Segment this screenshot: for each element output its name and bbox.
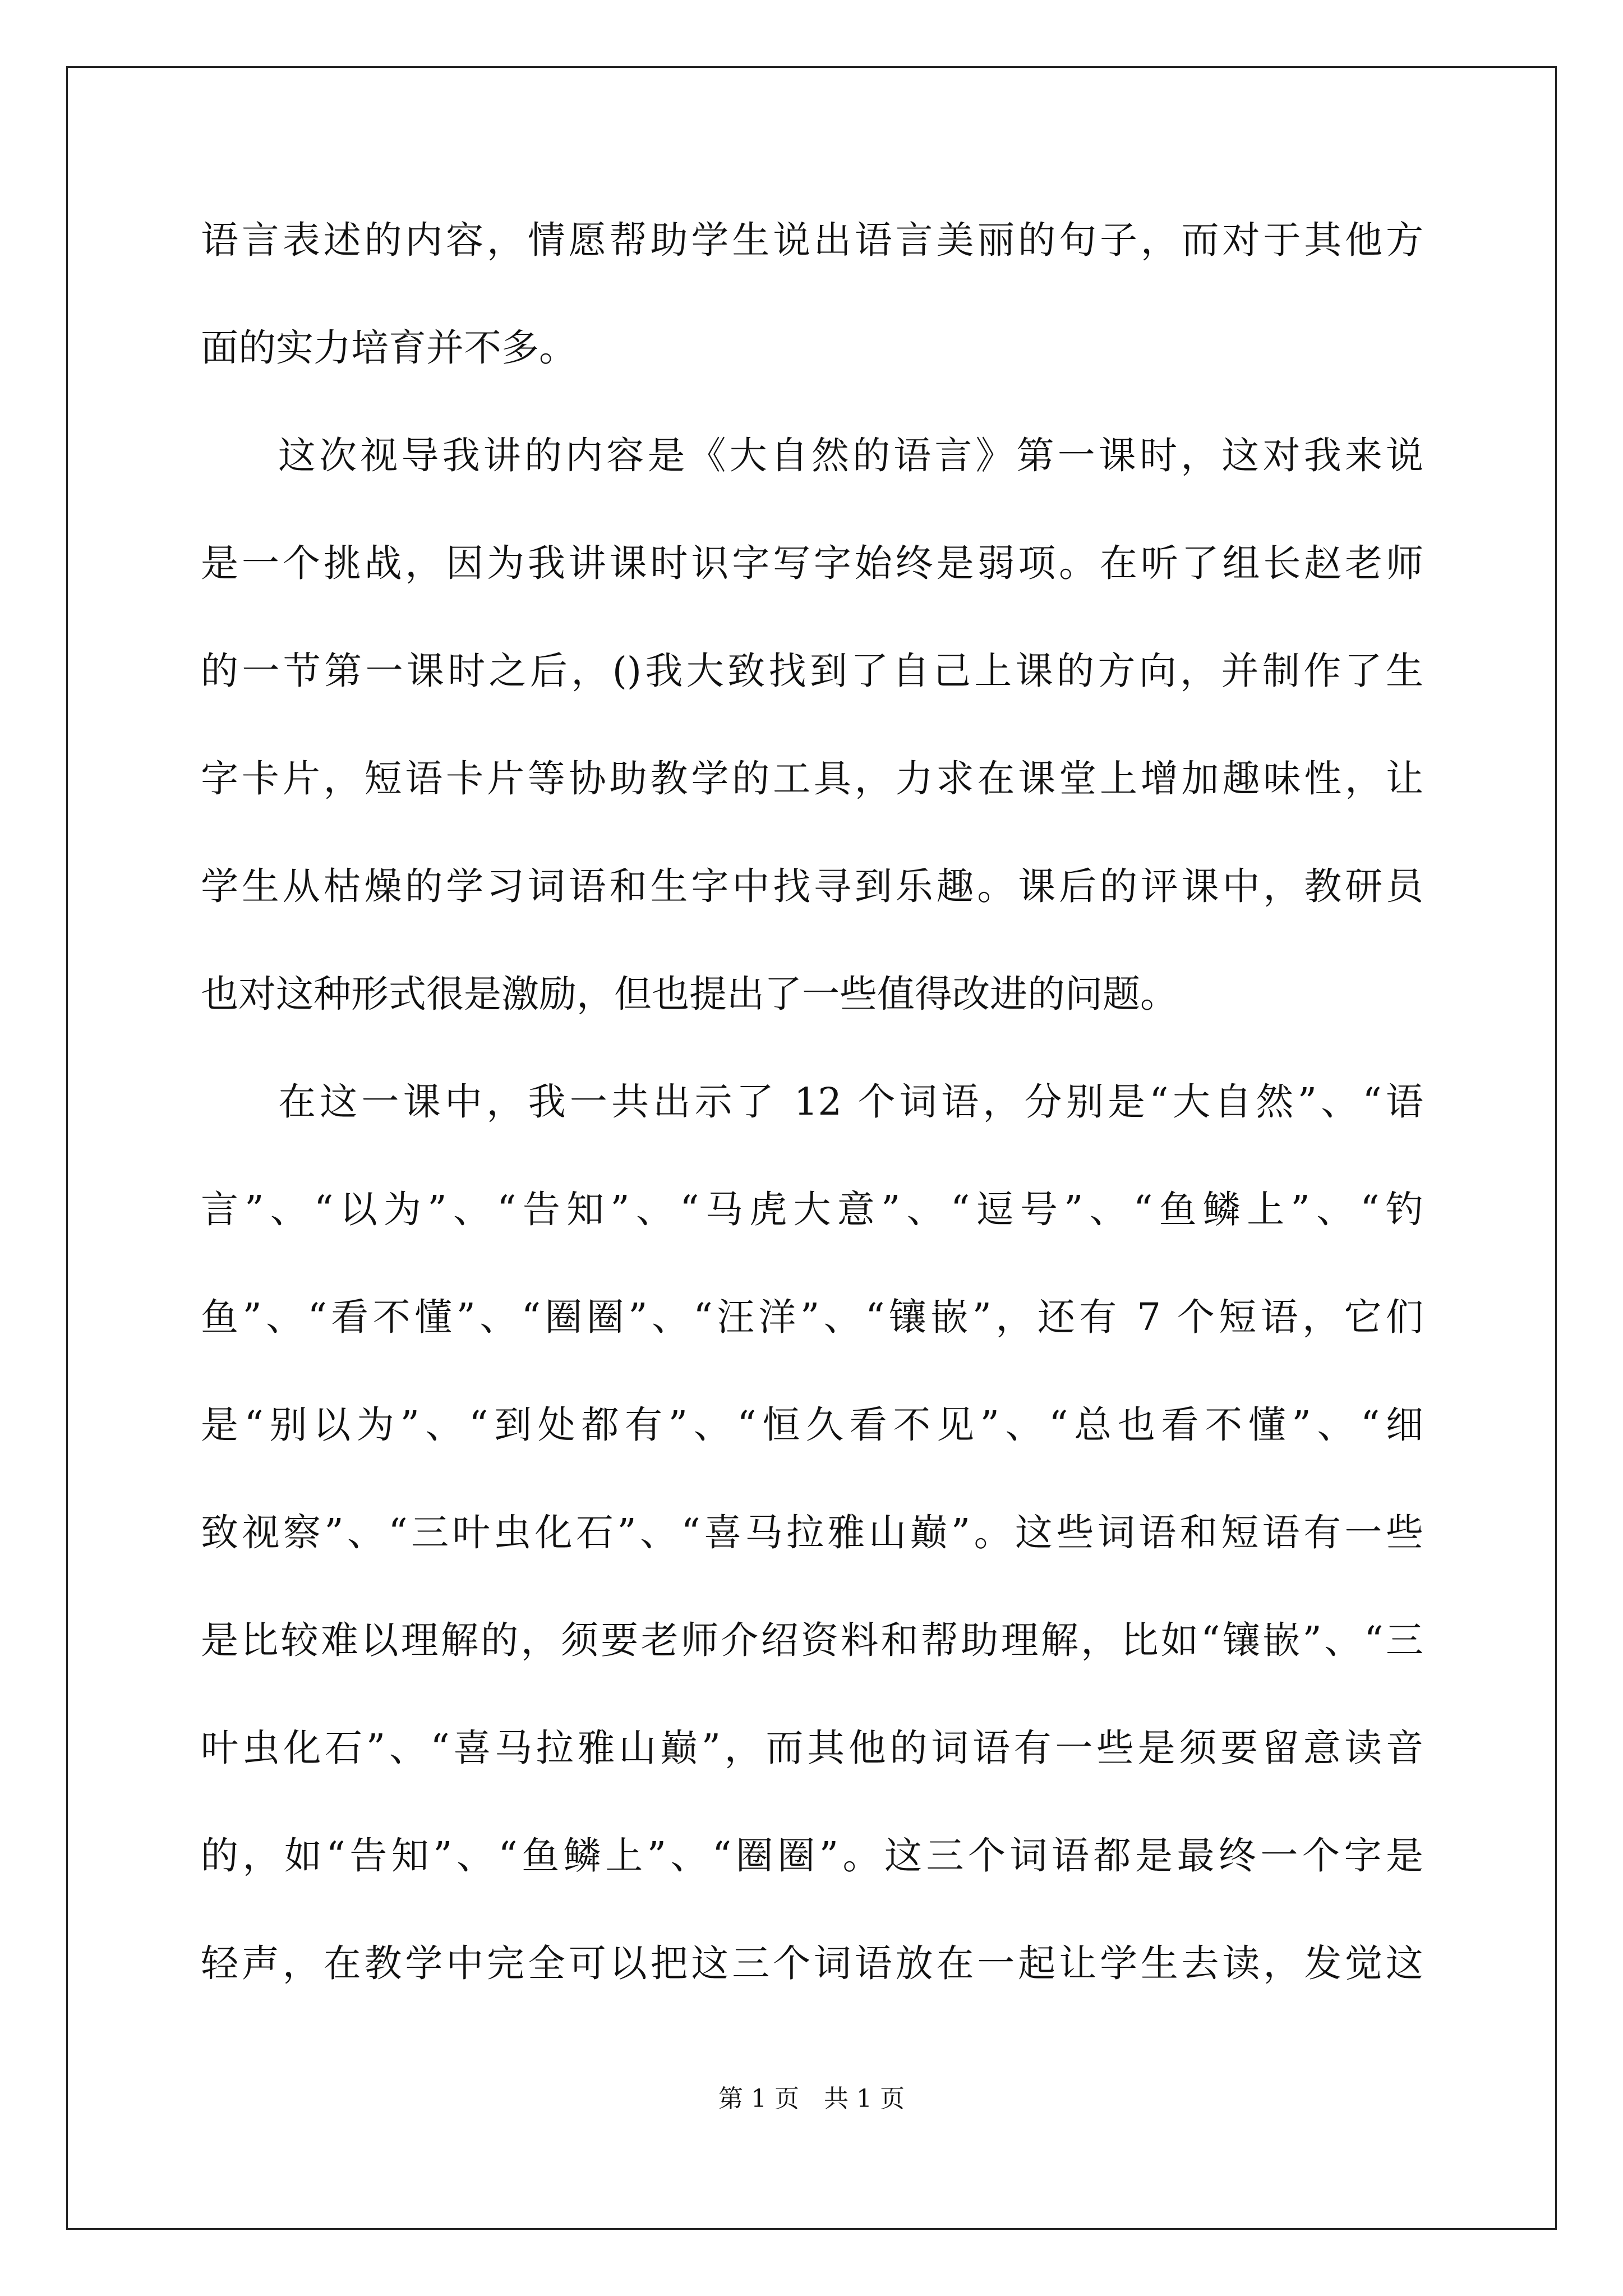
text-line: 学生从枯燥的学习词语和生字中找寻到乐趣。课后的评课中，教研员 [201, 864, 1423, 908]
text-line-paragraph-start: 在这一课中，我一共出示了 12 个词语，分别是“大自然”、“语 [278, 1080, 1423, 1124]
text-line: 的一节第一课时之后，()我大致找到了自己上课的方向，并制作了生 [201, 649, 1423, 693]
text-line: 字卡片，短语卡片等协助教学的工具，力求在课堂上增加趣味性，让 [201, 757, 1423, 800]
document-body [201, 218, 1423, 2053]
page-footer: 第 1 页 共 1 页 [718, 2085, 905, 2113]
text-line: 致视察”、“三叶虫化石”、“喜马拉雅山巅”。这些词语和短语有一些 [201, 1511, 1423, 1554]
text-line: 是“别以为”、“到处都有”、“恒久看不见”、“总也看不懂”、“细 [201, 1403, 1423, 1447]
text-line: 的，如“告知”、“鱼鳞上”、“圈圈”。这三个词语都是最终一个字是 [201, 1834, 1423, 1878]
text-line: 叶虫化石”、“喜马拉雅山巅”，而其他的词语有一些是须要留意读音 [201, 1726, 1423, 1770]
text-line: 言”、“以为”、“告知”、“马虎大意”、“逗号”、“鱼鳞上”、“钓 [201, 1188, 1423, 1231]
text-line: 是比较难以理解的，须要老师介绍资料和帮助理解，比如“镶嵌”、“三 [201, 1618, 1423, 1662]
text-line: 是一个挑战，因为我讲课时识字写字始终是弱项。在听了组长赵老师 [201, 541, 1423, 585]
text-line: 也对这种形式很是激励，但也提出了一些值得改进的问题。 [201, 972, 1178, 1016]
text-line-paragraph-start: 这次视导我讲的内容是《大自然的语言》第一课时，这对我来说 [278, 434, 1423, 477]
text-line: 语言表述的内容，情愿帮助学生说出语言美丽的句子，而对于其他方 [201, 218, 1423, 262]
text-line: 鱼”、“看不懂”、“圈圈”、“汪洋”、“镶嵌”，还有 7 个短语，它们 [201, 1295, 1423, 1339]
text-line: 轻声，在教学中完全可以把这三个词语放在一起让学生去读，发觉这 [201, 1941, 1423, 1985]
text-line: 面的实力培育并不多。 [201, 326, 577, 370]
